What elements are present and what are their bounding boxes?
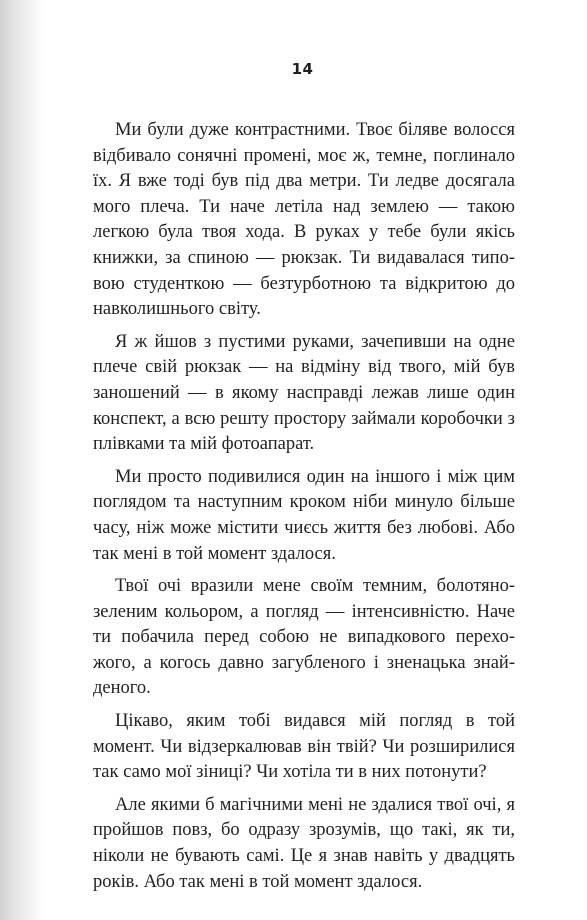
paragraph: Але якими б магічними мені не здалися твої очі, я пройшов повз, бо одразу зрозумів, що такі, як ти, ніколи не бувають самі. Це я знав навіть у двадцять років. Або так мені в той момент здалося. [93,794,515,892]
paragraph: Цікаво, яким тобі видався мій погляд в той момент. Чи відзеркалював він твій? Чи розширилися так само мої зіниці? Чи хотіла ти в них потонути? [93,711,515,783]
paragraph: Ми були дуже контрастними. Твоє біляве волосся відбивало сонячні промені, моє ж, темне, поглинало їх. Я вже тоді був під два метри. Ти ледве досягала мого плеча. Ти наче летіла над землею — такою легкою була твоя хода. В руках у тебе були якісь книжки, за спиною — рюкзак. Ти видавалася типовою студенткою — безтурботною та відкритою до навколишнього світу. [93,120,515,320]
paragraph: Ми просто подивилися один на іншого і між цим поглядом та наступним кроком ніби минуло більше часу, ніж може містити чиєсь життя без любові. Або так мені в той момент здалося. [93,466,515,564]
page-number: 14 [291,60,314,78]
paragraph: Я ж йшов з пустими руками, зачепивши на одне плече свій рюкзак — на відміну від твого, мій був заношений — в якому насправді лежав лише один конспект, а всю решту простору займали коробочки з плівками та мій фотоапарат. [93,331,515,455]
body-text [93,118,515,902]
paragraph: Твої очі вразили мене своїм темним, болотяно-зеленим кольором, а погляд — інтенсивністю. Наче ти побачила перед собою не випадкового перехожого, а когось давно загубленого і зненацька знайденого. [93,576,515,699]
